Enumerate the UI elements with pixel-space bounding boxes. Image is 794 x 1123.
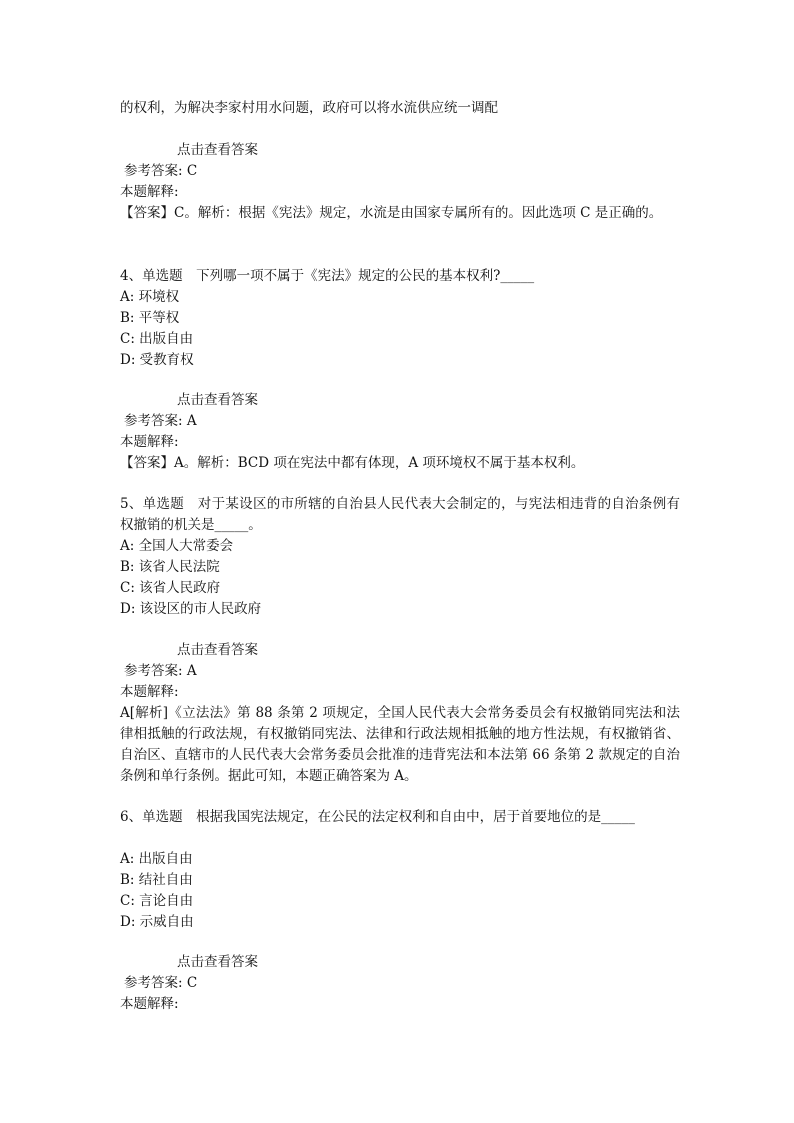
option-c: C: 该省人民政府 — [120, 580, 221, 596]
option-b: B: 平等权 — [120, 310, 180, 326]
question-text: 4、单选题 下列哪一项不属于《宪法》规定的公民的基本权利?_____ — [120, 268, 535, 284]
option-c: C: 出版自由 — [120, 331, 194, 347]
answer-text: 参考答案: A — [124, 413, 197, 429]
explanation-text: A[解析]《立法法》第 88 条第 2 项规定，全国人民代表大会常务委员会有权撤销同宪法和法律相抵触的行政法规，有权撤销同宪法、法律和行政法规相抵触的地方性法规，有权撤销省、自治区、直辖市的人民代表大会常务委员会批准的违背宪法和本法第 66 条第 2 款规定的自治条例和单行条例。据此可知，本题正确答案为 A。 — [120, 705, 680, 784]
explanation-label: 本题解释: — [120, 184, 179, 200]
view-answer-link[interactable]: 点击查看答案 — [177, 642, 258, 658]
explanation-label: 本题解释: — [120, 434, 179, 450]
option-d: D: 该设区的市人民政府 — [120, 601, 262, 617]
view-answer-link[interactable]: 点击查看答案 — [177, 954, 258, 970]
question-text: 6、单选题 根据我国宪法规定，在公民的法定权利和自由中，居于首要地位的是_____ — [120, 809, 635, 825]
answer-text: 参考答案: C — [124, 975, 198, 991]
explanation-label: 本题解释: — [120, 996, 179, 1012]
view-answer-link[interactable]: 点击查看答案 — [177, 392, 258, 408]
view-answer-link[interactable]: 点击查看答案 — [177, 142, 258, 158]
option-a: A: 环境权 — [120, 289, 180, 305]
question-text: 5、单选题 对于某设区的市所辖的自治县人民代表大会制定的，与宪法相违背的自治条例有权撤销的机关是_____。 — [120, 496, 680, 533]
option-c: C: 言论自由 — [120, 893, 194, 909]
answer-text: 参考答案: A — [124, 663, 197, 679]
explanation-label: 本题解释: — [120, 684, 179, 700]
option-a: A: 出版自由 — [120, 851, 193, 867]
explanation-text: 【答案】C。解析：根据《宪法》规定，水流是由国家专属所有的。因此选项 C 是正确的。 — [120, 205, 663, 221]
continuation-text: 的权利，为解决李家村用水问题，政府可以将水流供应统一调配 — [120, 100, 498, 116]
option-b: B: 结社自由 — [120, 872, 193, 888]
answer-text: 参考答案: C — [124, 163, 198, 179]
option-a: A: 全国人大常委会 — [120, 538, 234, 554]
option-d: D: 受教育权 — [120, 352, 194, 368]
explanation-text: 【答案】A。解析：BCD 项在宪法中都有体现，A 项环境权不属于基本权利。 — [120, 455, 585, 471]
option-d: D: 示威自由 — [120, 914, 194, 930]
option-b: B: 该省人民法院 — [120, 559, 220, 575]
